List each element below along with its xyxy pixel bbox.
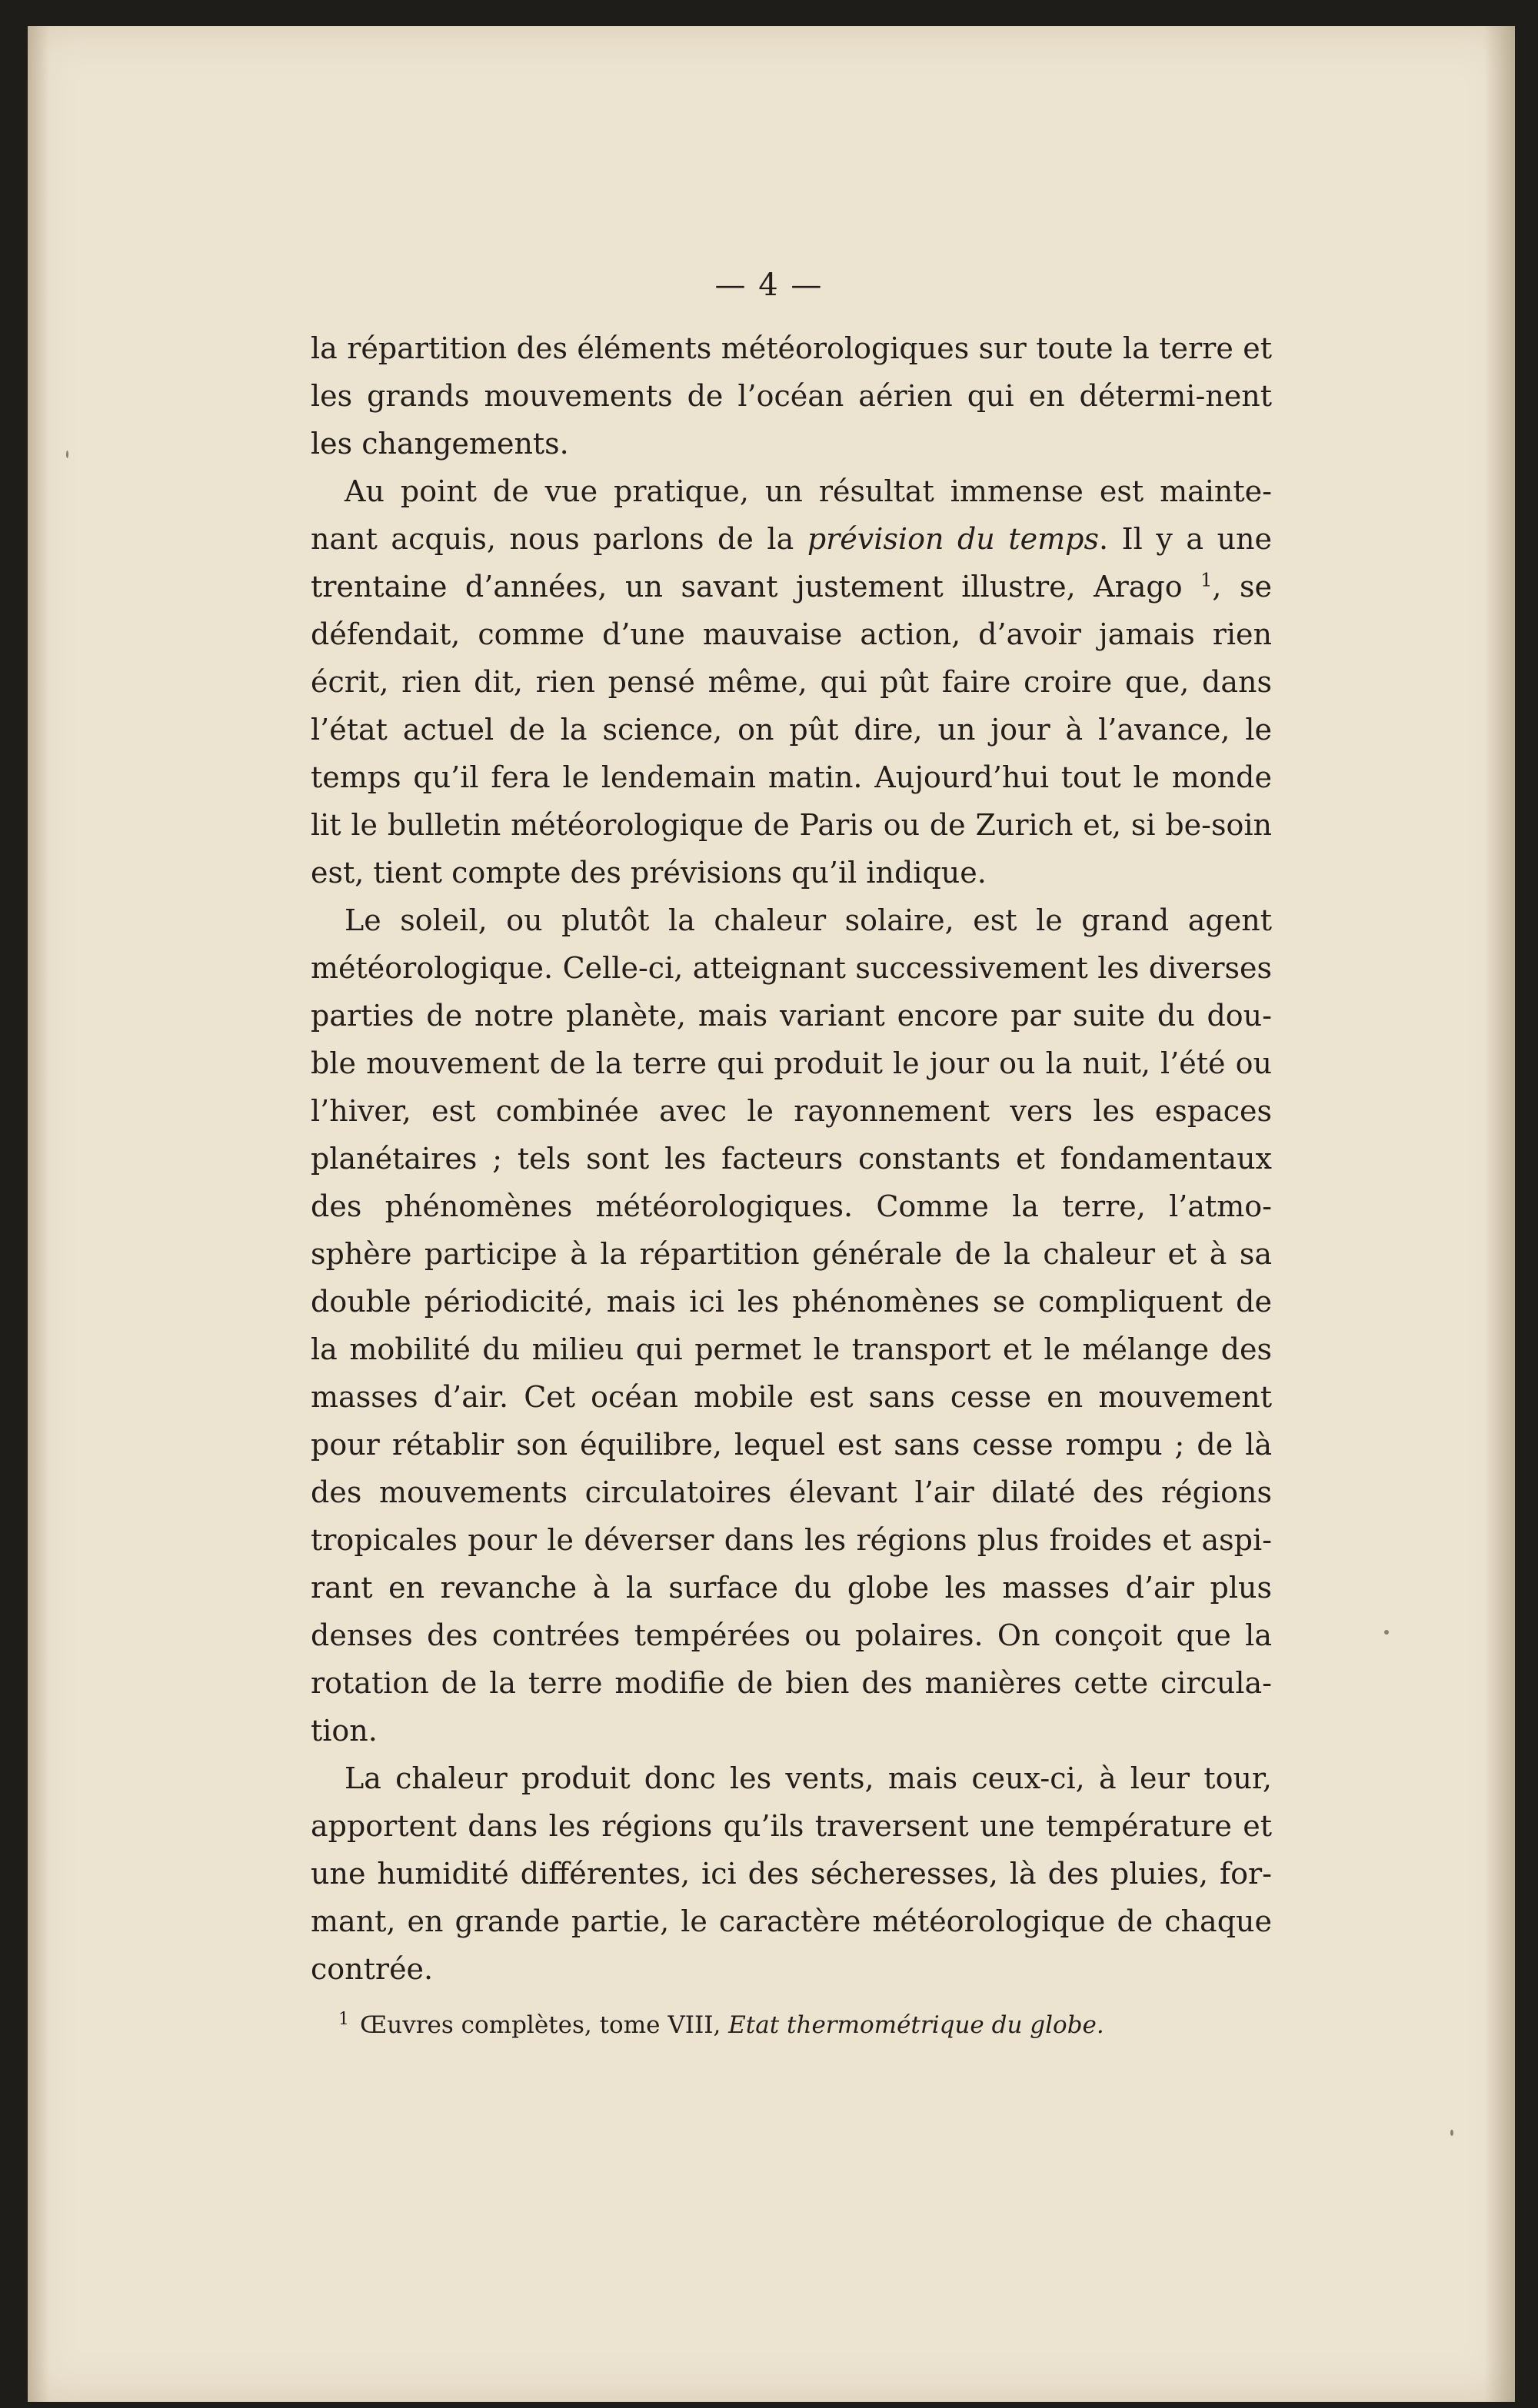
paragraph-2-emphasis: prévision du temps	[807, 522, 1099, 556]
paper-speck	[1384, 1630, 1389, 1635]
paragraph-1-text: la répartition des éléments météorologiques sur toute la terre et les grands mouvements de l’océan aérien qui en détermi-nent les changements.	[311, 331, 1272, 461]
paragraph-2-text-after: , se défendait, comme d’une mauvaise action, d’avoir jamais rien écrit, rien dit, rien pensé même, qui pût faire croire que, dans l’état actuel de la science, on pût dire, un jour à l’avance, le temps qu’il fera le lendemain matin. Aujourd’hui tout le monde lit le bulletin météorologique de Paris ou de Zurich et, si be-soin est, tient compte des prévisions qu’il indique.	[311, 570, 1272, 890]
body-text	[311, 324, 1272, 1993]
footnote-text: Œuvres complètes, tome VIII,	[360, 2011, 729, 2039]
footnote-reference[interactable]: 1	[1200, 569, 1213, 591]
footnote-mark: 1	[338, 2009, 349, 2029]
paragraph-3	[311, 896, 1272, 1754]
footnote	[338, 2008, 1261, 2042]
paragraph-4-text: La chaleur produit donc les vents, mais ceux-ci, à leur tour, apportent dans les régions qu’ils traversent une température et une humidité différentes, ici des sécheresses, là des pluies, for-mant, en grande partie, le caractère météorologique de chaque contrée.	[311, 1761, 1272, 1986]
paragraph-2-text-before: Au point de vue pratique, un résultat immense est mainte-nant acquis, nous parlons de la	[311, 474, 1272, 556]
footnote-emphasis: Etat thermométrique du globe.	[728, 2011, 1104, 2039]
paper-speck	[66, 451, 68, 458]
page-number: — 4 —	[714, 268, 824, 303]
paragraph-2-text-middle: . Il y a une trentaine d’années, un savant justement illustre, Arago	[311, 522, 1273, 604]
paragraph-2	[311, 467, 1272, 896]
paragraph-1	[311, 324, 1272, 467]
paragraph-4	[311, 1754, 1272, 1993]
paragraph-3-text: Le soleil, ou plutôt la chaleur solaire, est le grand agent météorologique. Celle-ci, atteignant successivement les diverses parties de notre planète, mais variant encore par suite du dou-ble mouvement de la terre qui produit le jour ou la nuit, l’été ou l’hiver, est combinée avec le rayonnement vers les espaces planétaires ; tels sont les facteurs constants et fondamentaux des phénomènes météorologiques. Comme la terre, l’atmo-sphère participe à la répartition générale de la chaleur et à sa double périodicité, mais ici les phénomènes se compliquent de la mobilité du milieu qui permet le transport et le mélange des masses d’air. Cet océan mobile est sans cesse en mouvement pour rétablir son équilibre, lequel est sans cesse rompu ; de là des mouvements circulatoires élevant l’air dilaté des régions tropicales pour le déverser dans les régions plus froides et aspi-rant en revanche à la surface du globe les masses d’air plus denses des contrées tempérées ou polaires. On conçoit que la rotation de la terre modifie de bien des manières cette circula-tion.	[311, 903, 1272, 1748]
paper-speck	[1450, 2130, 1453, 2136]
